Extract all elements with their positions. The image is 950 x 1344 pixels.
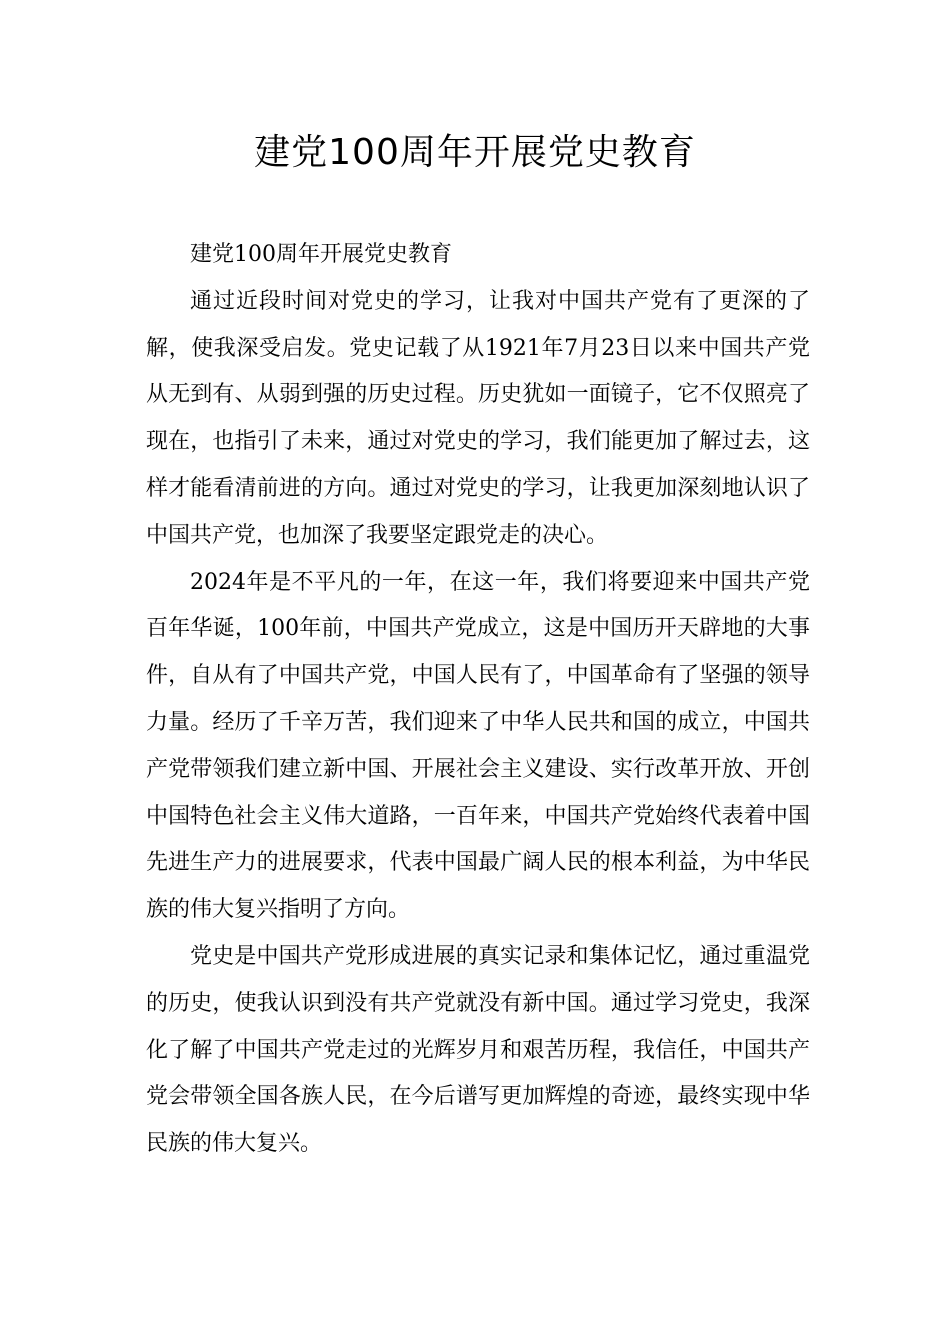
document-body bbox=[146, 232, 810, 1168]
paragraph-subtitle: 建党100周年开展党史教育 bbox=[190, 242, 452, 267]
paragraph-collective-memory: 党史是中国共产党形成进展的真实记录和集体记忆，通过重温党的历史，使我认识到没有共产党就没有新中国。通过学习党史，我深化了解了中国共产党走过的光辉岁月和艰苦历程，我信任，中国共产党会带领全国各族人民，在今后谱写更加辉煌的奇迹，最终实现中华民族的伟大复兴。 bbox=[146, 943, 810, 1157]
paragraph-centenary: 2024年是不平凡的一年，在这一年，我们将要迎来中国共产党百年华诞，100年前，中国共产党成立，这是中国历开天辟地的大事件，自从有了中国共产党，中国人民有了，中国革命有了坚强的领导力量。经历了千辛万苦，我们迎来了中华人民共和国的成立，中国共产党带领我们建立新中国、开展社会主义建设、实行改革开放、开创中国特色社会主义伟大道路，一百年来，中国共产党始终代表着中国先进生产力的进展要求，代表中国最广阔人民的根本利益，为中华民族的伟大复兴指明了方向。 bbox=[146, 569, 810, 923]
paragraph-learning-party-history: 通过近段时间对党史的学习，让我对中国共产党有了更深的了解，使我深受启发。党史记载了从1921年7月23日以来中国共产党从无到有、从弱到强的历史过程。历史犹如一面镜子，它不仅照亮了现在，也指引了未来，通过对党史的学习，我们能更加了解过去，这样才能看清前进的方向。通过对党史的学习，让我更加深刻地认识了中国共产党，也加深了我要坚定跟党走的决心。 bbox=[146, 288, 810, 548]
document-title: 建党100周年开展党史教育 bbox=[254, 132, 696, 173]
